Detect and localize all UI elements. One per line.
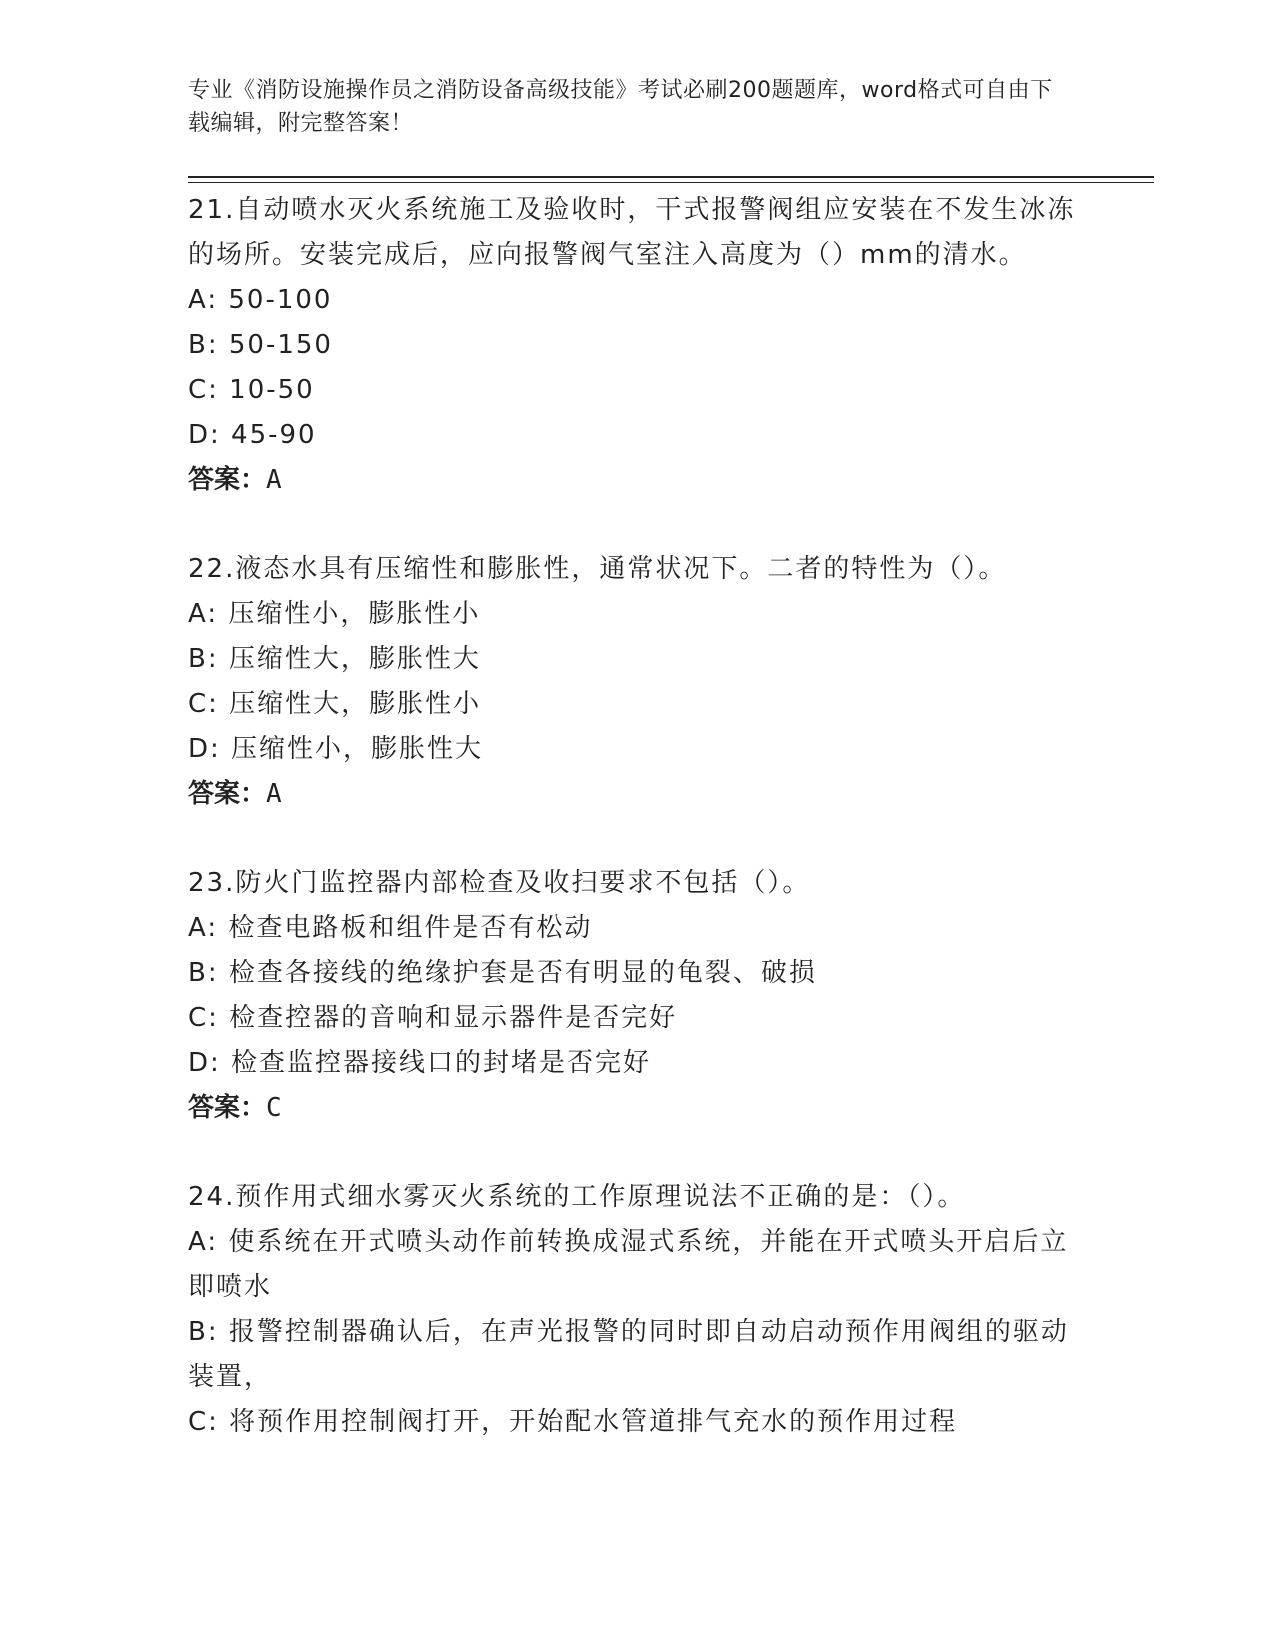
- question-22: [188, 547, 1088, 817]
- answer-label: 答案：: [188, 1093, 267, 1123]
- option-c: C: 10-50: [188, 375, 315, 405]
- option-b: B: 压缩性大，膨胀性大: [188, 644, 481, 674]
- answer-value: C: [266, 1093, 282, 1123]
- question-list: [188, 188, 1088, 1489]
- option-b: B: 报警控制器确认后，在声光报警的同时即自动启动预作用阀组的驱动装置，: [188, 1317, 1069, 1392]
- answer-value: A: [266, 779, 282, 809]
- option-b: B: 50-150: [188, 330, 333, 360]
- option-d: D: 检查监控器接线口的封堵是否完好: [188, 1048, 652, 1078]
- question-stem: 22.液态水具有压缩性和膨胀性，通常状况下。二者的特性为（）。: [188, 554, 1007, 584]
- question-23: [188, 861, 1088, 1131]
- question-stem: 24.预作用式细水雾灭火系统的工作原理说法不正确的是：（）。: [188, 1182, 966, 1212]
- option-d: D: 压缩性小，膨胀性大: [188, 734, 484, 764]
- answer-value: A: [266, 465, 282, 495]
- option-a: A: 使系统在开式喷头动作前转换成湿式系统，并能在开式喷头开启后立即喷水: [188, 1227, 1069, 1302]
- question-stem: 23.防火门监控器内部检查及收扫要求不包括（）。: [188, 868, 811, 898]
- document-header: 专业《消防设施操作员之消防设备高级技能》考试必刷200题题库，word格式可自由下载编辑，附完整答案！: [188, 78, 1053, 136]
- option-c: C: 检查控器的音响和显示器件是否完好: [188, 1003, 678, 1033]
- option-c: C: 压缩性大，膨胀性小: [188, 689, 482, 719]
- option-d: D: 45-90: [188, 420, 317, 450]
- header-rule-thick: [188, 176, 1154, 178]
- answer-label: 答案：: [188, 465, 267, 495]
- option-a: A: 检查电路板和组件是否有松动: [188, 913, 593, 943]
- option-b: B: 检查各接线的绝缘护套是否有明显的龟裂、破损: [188, 958, 817, 988]
- question-24: [188, 1175, 1088, 1445]
- question-21: [188, 188, 1088, 503]
- option-c: C: 将预作用控制阀打开，开始配水管道排气充水的预作用过程: [188, 1407, 958, 1437]
- answer-line: [188, 1086, 1088, 1131]
- header-rule-thin: [188, 182, 1154, 183]
- option-a: A: 50-100: [188, 285, 333, 315]
- answer-label: 答案：: [188, 779, 267, 809]
- option-a: A: 压缩性小，膨胀性小: [188, 599, 481, 629]
- answer-line: [188, 772, 1088, 817]
- answer-line: [188, 458, 1088, 503]
- question-stem: 21.自动喷水灭火系统施工及验收时，干式报警阀组应安装在不发生冰冻的场所。安装完成后，应向报警阀气室注入高度为（）mm的清水。: [188, 195, 1076, 270]
